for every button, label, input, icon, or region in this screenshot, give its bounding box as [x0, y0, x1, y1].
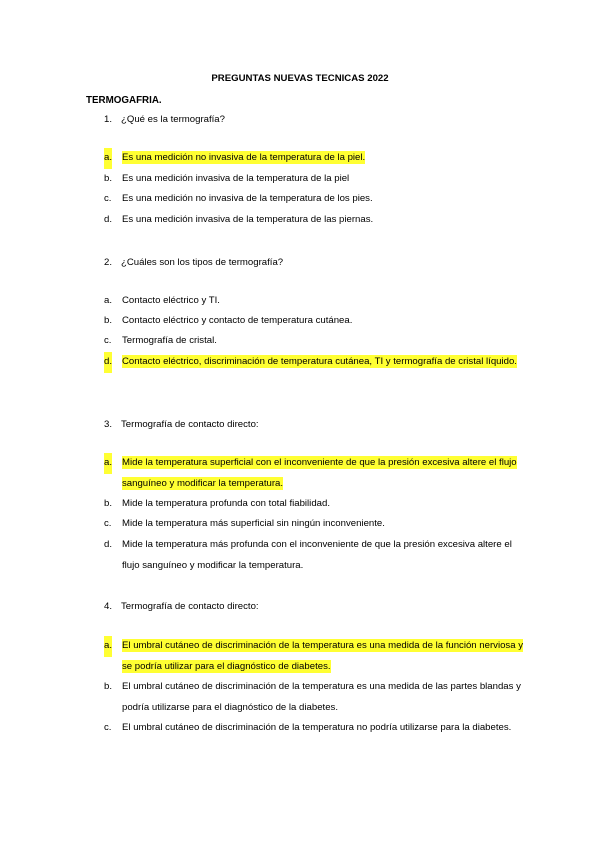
option-letter: b.	[104, 681, 113, 692]
option-letter: a.	[104, 636, 112, 657]
answer-option	[104, 535, 516, 576]
question-number: 3.	[104, 419, 113, 430]
document-title: PREGUNTAS NUEVAS TECNICAS 2022	[211, 73, 389, 84]
question-number: 1.	[104, 114, 113, 125]
option-text: Termografía de cristal.	[122, 335, 217, 346]
option-letter: a.	[104, 148, 112, 169]
option-text: Mide la temperatura más superficial sin ningún inconveniente.	[122, 518, 385, 529]
option-letter: b.	[104, 315, 113, 326]
option-text: Mide la temperatura más profunda con el inconveniente de que la presión excesiva altere el flujo sanguíneo y modificar la temperatura.	[122, 539, 512, 571]
answer-option-highlighted	[104, 636, 524, 677]
question-number: 4.	[104, 601, 113, 612]
option-text: El umbral cutáneo de discriminación de la temperatura es una medida de las partes blandas y podría utilizarse para el diagnóstico de la diabetes.	[122, 681, 521, 713]
answer-option-highlighted	[104, 352, 524, 373]
question-number: 2.	[104, 257, 113, 268]
answer-option	[104, 718, 524, 739]
question-1	[104, 114, 225, 125]
option-letter: b.	[104, 173, 113, 184]
answer-option	[104, 331, 514, 352]
option-text: Es una medición no invasiva de la temperatura de la piel.	[122, 152, 366, 163]
answer-option	[104, 677, 524, 718]
option-text: Es una medición invasiva de la temperatura de las piernas.	[122, 214, 374, 225]
question-2	[104, 257, 283, 268]
option-text: Contacto eléctrico y TI.	[122, 295, 220, 306]
answer-option	[104, 189, 514, 210]
option-letter: c.	[104, 722, 112, 733]
option-text: Contacto eléctrico y contacto de temperatura cutánea.	[122, 315, 353, 326]
option-text: El umbral cutáneo de discriminación de la temperatura es una medida de la función nerviosa y se podría utilizar para el diagnóstico de diabetes.	[122, 640, 524, 672]
option-text: Mide la temperatura superficial con el inconveniente de que la presión excesiva altere el flujo sanguíneo y modificar la temperatura.	[122, 457, 517, 489]
option-letter: c.	[104, 193, 112, 204]
question-3	[104, 419, 259, 430]
option-letter: d.	[104, 214, 113, 225]
answer-option	[104, 169, 514, 190]
answer-option	[104, 311, 514, 332]
option-letter: a.	[104, 453, 112, 474]
option-text: El umbral cutáneo de discriminación de la temperatura no podría utilizarse para la diabetes.	[122, 722, 512, 733]
question-text: ¿Cuáles son los tipos de termografía?	[121, 257, 284, 268]
option-letter: a.	[104, 295, 113, 306]
answer-option-highlighted	[104, 453, 524, 494]
option-text: Es una medición no invasiva de la temperatura de los pies.	[122, 193, 373, 204]
question-text: Termografía de contacto directo:	[121, 419, 259, 430]
option-letter: b.	[104, 498, 113, 509]
question-text: Termografía de contacto directo:	[121, 601, 259, 612]
option-letter: d.	[104, 352, 112, 373]
answer-option-highlighted	[104, 148, 514, 169]
option-letter: c.	[104, 518, 112, 529]
answer-option	[104, 494, 514, 515]
option-text: Contacto eléctrico, discriminación de temperatura cutánea, TI y termografía de cristal líquido.	[122, 356, 517, 367]
question-text: ¿Qué es la termografía?	[121, 114, 225, 125]
answer-option	[104, 210, 514, 231]
question-4	[104, 601, 259, 612]
section-heading: TERMOGAFRIA.	[86, 95, 162, 106]
answer-option	[104, 514, 514, 535]
option-letter: c.	[104, 335, 112, 346]
answer-option	[104, 291, 514, 312]
option-text: Es una medición invasiva de la temperatura de la piel	[122, 173, 350, 184]
option-text: Mide la temperatura profunda con total fiabilidad.	[122, 498, 330, 509]
option-letter: d.	[104, 539, 113, 550]
